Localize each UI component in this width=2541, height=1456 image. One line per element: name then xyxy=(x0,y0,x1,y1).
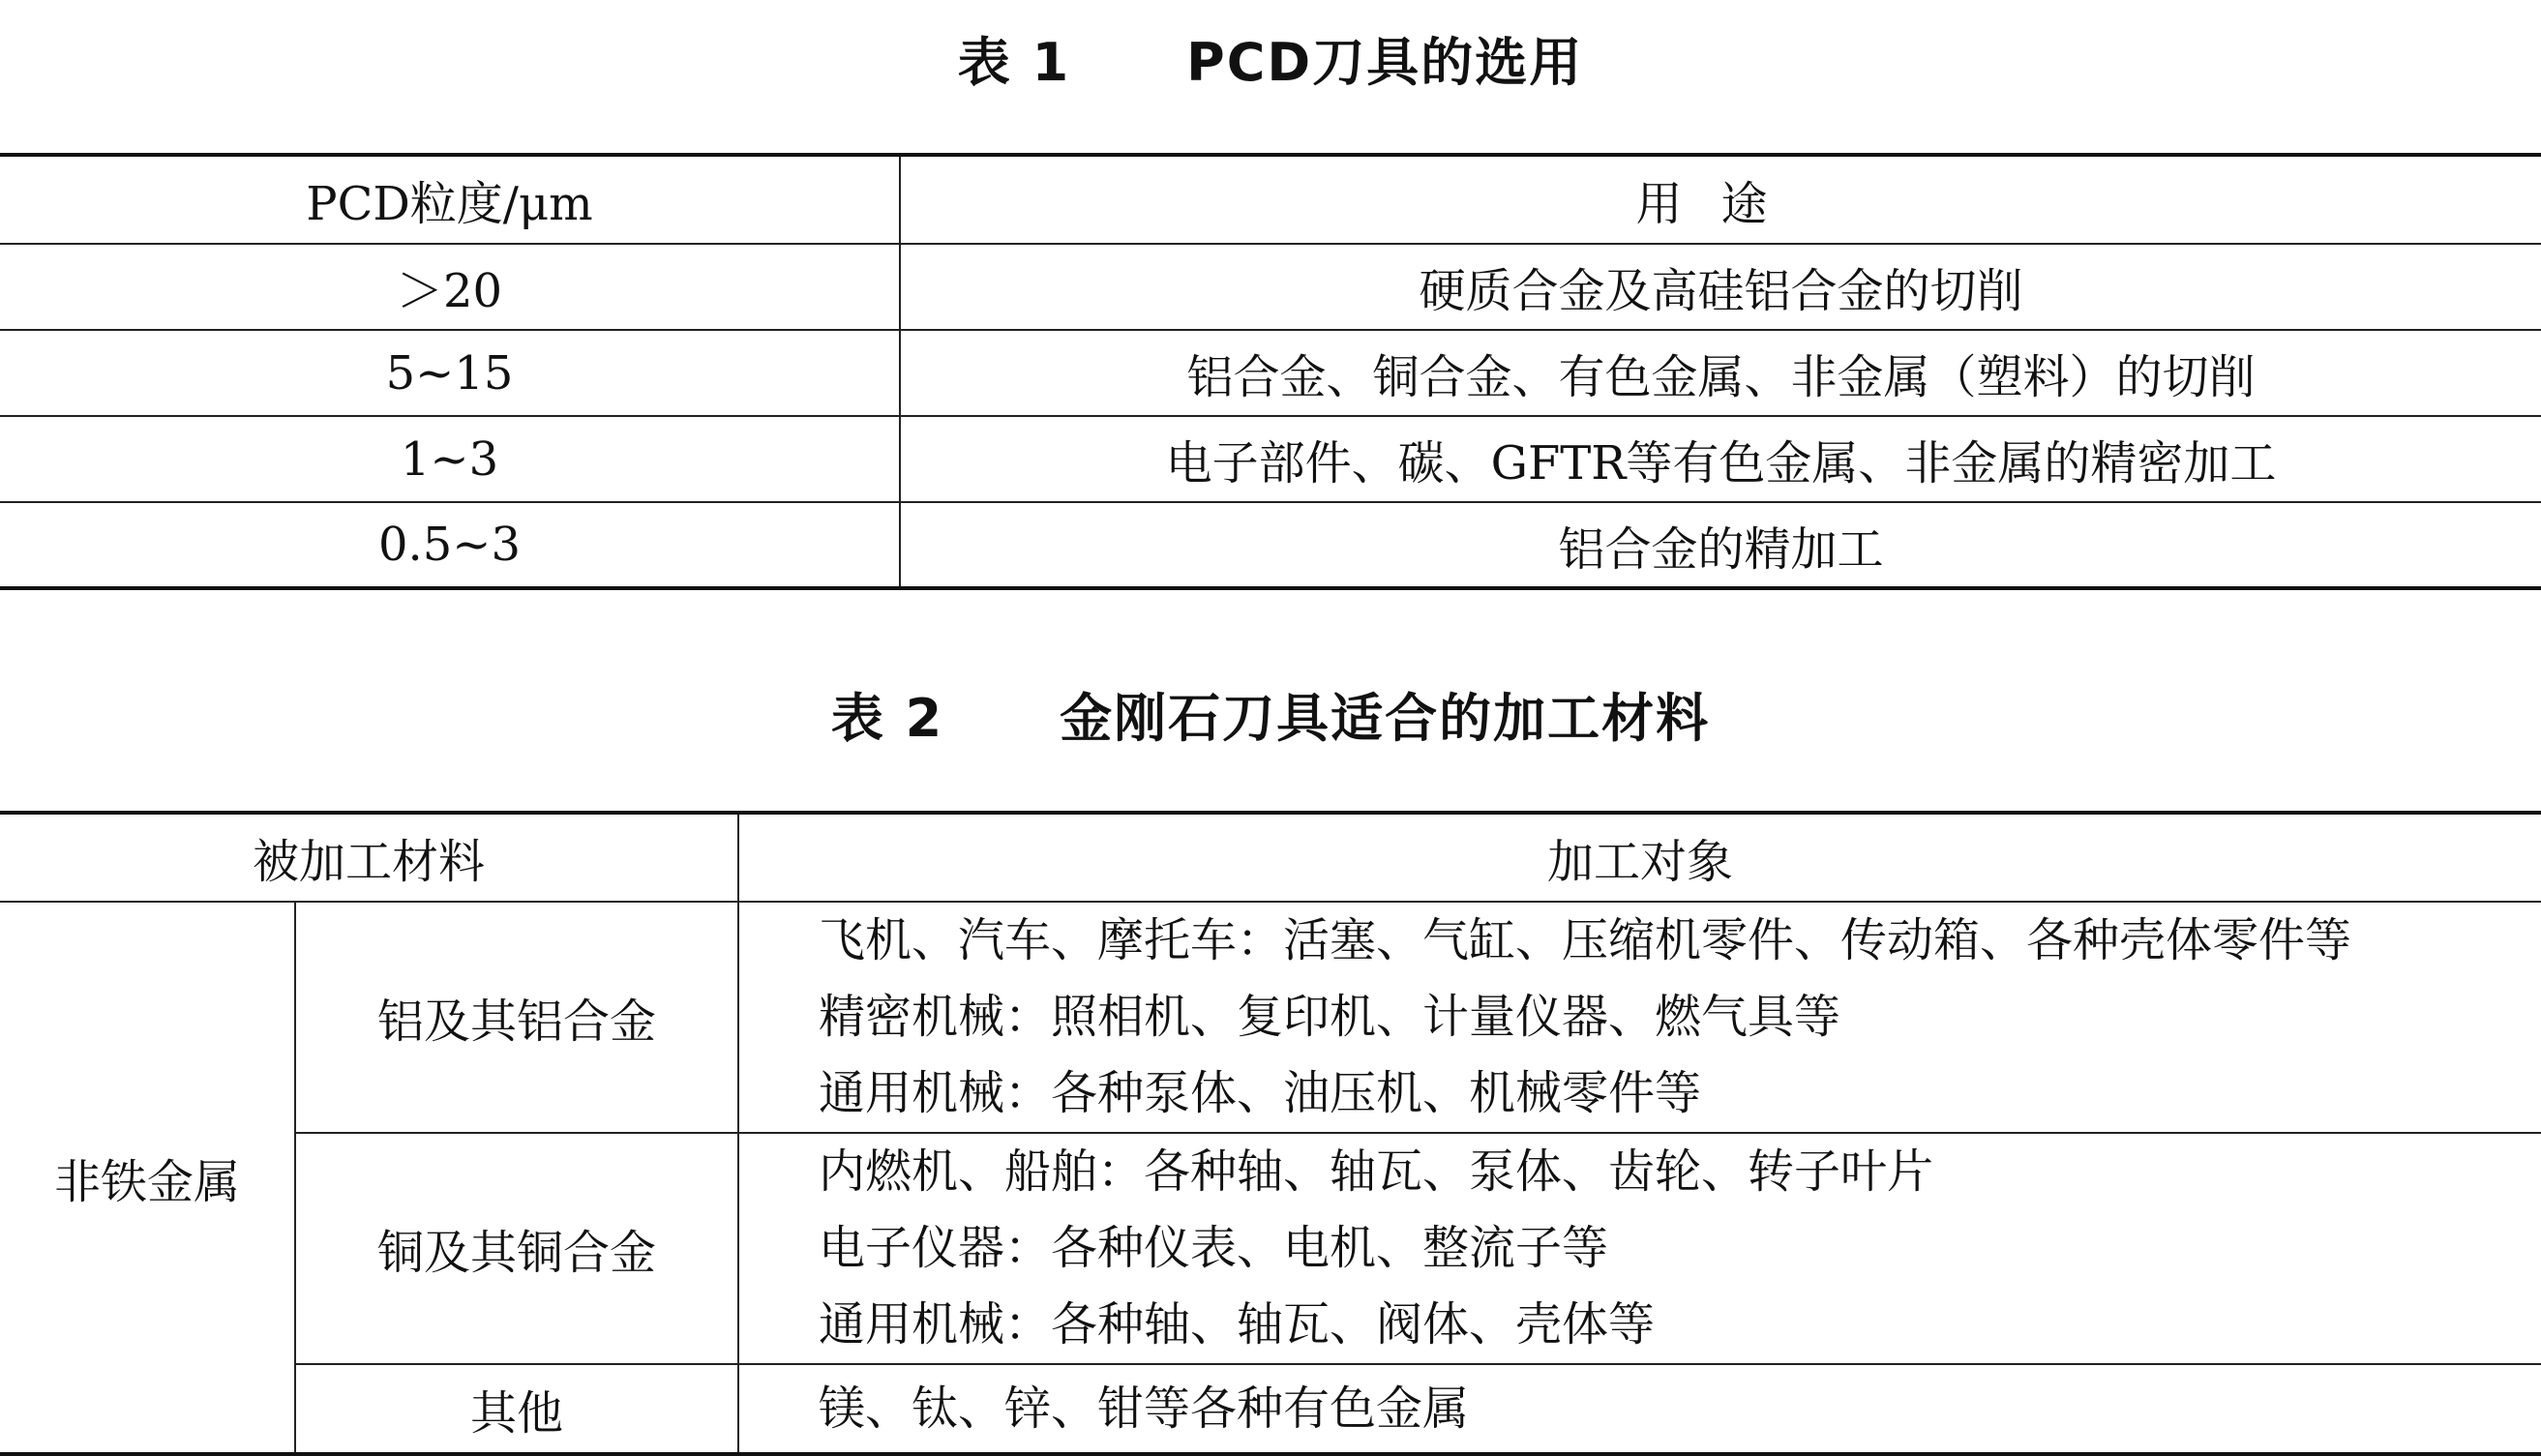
use-cell: 铝合金、铜合金、有色金属、非金属（塑料）的切削 xyxy=(900,330,2541,416)
material-cell: 其他 xyxy=(295,1364,738,1454)
table-row xyxy=(0,902,2541,1133)
use-cell: 铝合金的精加工 xyxy=(900,502,2541,588)
table-header-row xyxy=(0,813,2541,902)
header-material: 被加工材料 xyxy=(0,813,738,902)
table2-caption-number: 表 2 xyxy=(830,688,944,749)
material-cell: 铝及其铝合金 xyxy=(295,902,738,1133)
table-header-row xyxy=(0,155,2541,244)
table-row xyxy=(0,502,2541,588)
object-line: 通用机械：各种泵体、油压机、机械零件等 xyxy=(819,1066,1702,1120)
objects-cell xyxy=(738,1133,2541,1364)
object-line: 飞机、汽车、摩托车：活塞、气缸、压缩机零件、传动箱、各种壳体零件等 xyxy=(819,913,2352,967)
use-cell: 硬质合金及高硅铝合金的切削 xyxy=(900,244,2541,330)
grain-cell: 0.5~3 xyxy=(0,502,900,588)
table-row xyxy=(0,1364,2541,1454)
table-row xyxy=(0,330,2541,416)
object-line: 精密机械：照相机、复印机、计量仪器、燃气具等 xyxy=(819,990,1841,1044)
pcd-tool-selection-table xyxy=(0,153,2541,590)
table2-caption-title: 金刚石刀具适合的加工材料 xyxy=(1060,688,1711,749)
table1-caption xyxy=(0,21,2541,96)
object-line: 通用机械：各种轴、轴瓦、阀体、壳体等 xyxy=(819,1297,1656,1352)
header-use xyxy=(900,155,2541,244)
table-row xyxy=(0,1133,2541,1364)
table1-caption-number: 表 1 xyxy=(957,32,1071,93)
material-cell: 铜及其铜合金 xyxy=(295,1133,738,1364)
header-pcd-grain: PCD粒度/μm xyxy=(0,155,900,244)
diamond-tool-materials-table xyxy=(0,811,2541,1456)
header-objects: 加工对象 xyxy=(738,813,2541,902)
header-use-label: 用途 xyxy=(1635,177,1807,231)
table1-caption-title: PCD刀具的选用 xyxy=(1186,32,1584,93)
object-line: 内燃机、船舶：各种轴、轴瓦、泵体、齿轮、转子叶片 xyxy=(819,1144,1934,1199)
grain-cell: ＞20 xyxy=(0,244,900,330)
object-line: 电子仪器：各种仪表、电机、整流子等 xyxy=(819,1221,1609,1275)
use-cell: 电子部件、碳、GFTR等有色金属、非金属的精密加工 xyxy=(900,416,2541,502)
objects-cell xyxy=(738,1364,2541,1454)
table-row xyxy=(0,244,2541,330)
grain-cell: 1~3 xyxy=(0,416,900,502)
table-row xyxy=(0,416,2541,502)
objects-cell xyxy=(738,902,2541,1133)
object-line: 镁、钛、锌、钳等各种有色金属 xyxy=(819,1381,1470,1436)
grain-cell: 5~15 xyxy=(0,330,900,416)
table2-caption xyxy=(0,677,2541,752)
group-label-cell: 非铁金属 xyxy=(0,902,295,1454)
